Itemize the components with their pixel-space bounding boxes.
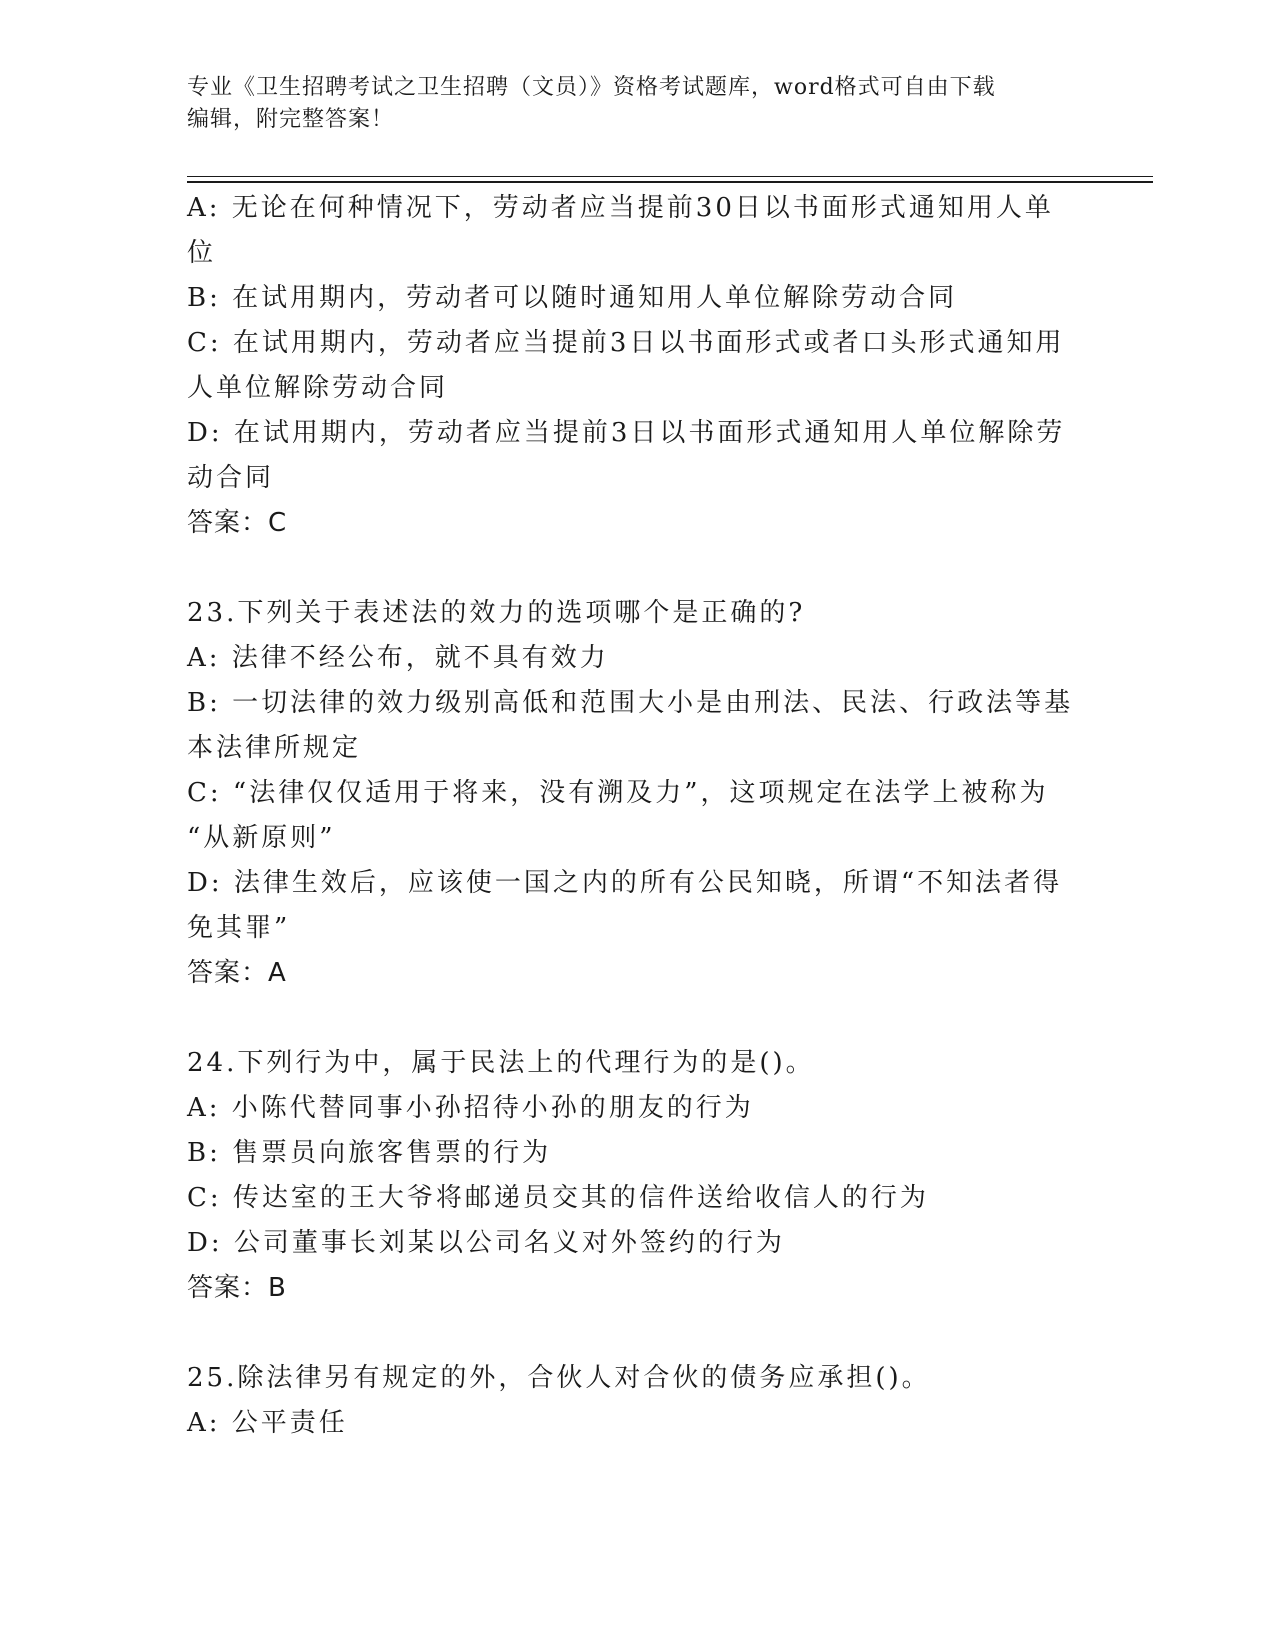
question-25 xyxy=(187,1356,1087,1446)
question-24 xyxy=(187,1041,1087,1311)
option-line: 动合同 xyxy=(187,463,275,493)
question-content xyxy=(187,186,1087,1446)
header-divider-thick xyxy=(187,181,1153,183)
option-line: A: 法律不经公布，就不具有效力 xyxy=(187,643,609,673)
option-line: A: 无论在何种情况下，劳动者应当提前30日以书面形式通知用人单 xyxy=(187,193,1054,223)
option-line: D: 公司董事长刘某以公司名义对外签约的行为 xyxy=(187,1228,785,1258)
option-line: “从新原则” xyxy=(187,823,336,853)
header-line-2: 编辑，附完整答案！ xyxy=(187,107,395,132)
option-line: D: 法律生效后，应该使一国之内的所有公民知晓，所谓“不知法者得 xyxy=(187,868,1063,898)
option-line: C: 在试用期内，劳动者应当提前3日以书面形式或者口头形式通知用 xyxy=(187,328,1065,358)
question-22-continuation xyxy=(187,186,1087,546)
question-stem: 24.下列行为中，属于民法上的代理行为的是()。 xyxy=(187,1048,815,1078)
answer-line: 答案：A xyxy=(187,958,287,988)
option-line: D: 在试用期内，劳动者应当提前3日以书面形式通知用人单位解除劳 xyxy=(187,418,1066,448)
answer-line: 答案：B xyxy=(187,1273,287,1303)
question-stem: 25.除法律另有规定的外，合伙人对合伙的债务应承担()。 xyxy=(187,1363,931,1393)
header-note xyxy=(187,72,1067,136)
option-line: C: 传达室的王大爷将邮递员交其的信件送给收信人的行为 xyxy=(187,1183,929,1213)
option-line: B: 售票员向旅客售票的行为 xyxy=(187,1138,552,1168)
spacer xyxy=(187,996,1087,1041)
question-23 xyxy=(187,591,1087,996)
option-line: B: 一切法律的效力级别高低和范围大小是由刑法、民法、行政法等基 xyxy=(187,688,1074,718)
spacer xyxy=(187,546,1087,591)
option-line: A: 公平责任 xyxy=(187,1408,348,1438)
spacer xyxy=(187,1311,1087,1356)
option-line: 人单位解除劳动合同 xyxy=(187,373,449,403)
option-line: 位 xyxy=(187,238,217,268)
option-line: A: 小陈代替同事小孙招待小孙的朋友的行为 xyxy=(187,1093,754,1123)
header-divider-thin xyxy=(187,176,1153,177)
option-line: B: 在试用期内，劳动者可以随时通知用人单位解除劳动合同 xyxy=(187,283,958,313)
option-line: 免其罪” xyxy=(187,913,291,943)
option-line: C: “法律仅仅适用于将来，没有溯及力”，这项规定在法学上被称为 xyxy=(187,778,1049,808)
header-line-1: 专业《卫生招聘考试之卫生招聘（文员）》资格考试题库，word格式可自由下载 xyxy=(187,75,996,100)
answer-line: 答案：C xyxy=(187,508,288,538)
question-stem: 23.下列关于表述法的效力的选项哪个是正确的? xyxy=(187,598,806,628)
option-line: 本法律所规定 xyxy=(187,733,362,763)
